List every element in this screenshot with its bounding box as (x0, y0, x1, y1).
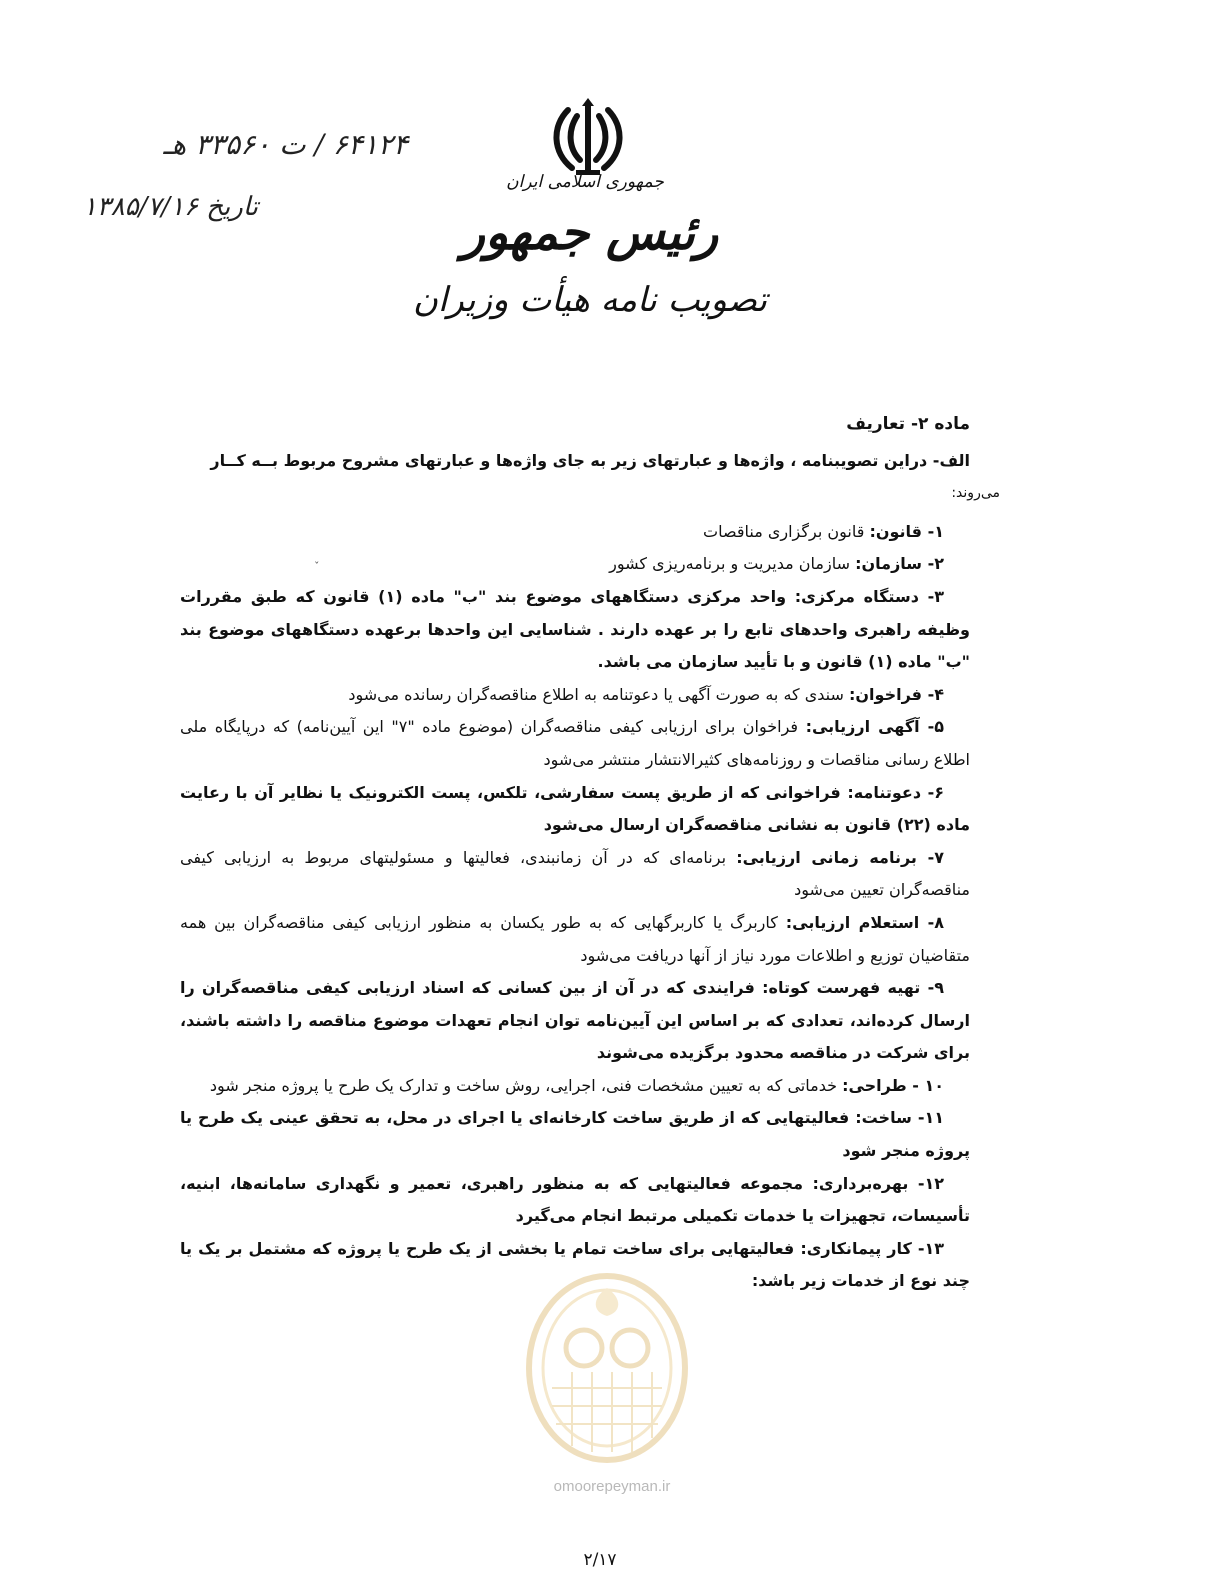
definition-text: سازمان مدیریت و برنامه‌ریزی کشور (609, 554, 856, 574)
scan-mark: ˇ (314, 560, 320, 573)
definition-term: ۶- دعوتنامه: (847, 782, 945, 802)
republic-title: جمهوری اسلامی ایران (506, 172, 664, 192)
article-intro-tail: می‌روند: (951, 485, 1000, 502)
omoorepeyman-logo-icon (512, 1268, 702, 1488)
definition-term: ۵- آگهی ارزیابی: (805, 717, 944, 737)
definition-text: مجموعه فعالیتهایی که به منظور راهبری، تعمیر و نگهداری سامانه‌ها، ابنیه، تأسیسات، تجهیزات یا خدمات تکمیلی مرتبط انجام می‌گیرد (180, 1173, 970, 1226)
definition-text: قانون برگزاری مناقصات (703, 521, 870, 541)
definition-text: سندی که به صورت آگهی یا دعوتنامه به اطلاع مناقصه‌گران رسانده می‌شود (348, 684, 849, 704)
definition-term: ۷- برنامه زمانی ارزیابی: (736, 847, 944, 867)
definition-term: ۱۲- بهره‌برداری: (812, 1173, 945, 1193)
definition-term: ۳- دستگاه مرکزی: (794, 586, 945, 606)
definition-item (180, 972, 970, 1070)
definition-text: کاربرگ یا کاربرگهایی که به طور یکسان به منظور ارزیابی کیفی مناقصه‌گران بین همه متقاضیان توزیع و اطلاعات مورد نیاز از آنها دریافت می‌شود (180, 912, 970, 965)
definition-item (180, 548, 970, 581)
iran-emblem-icon (546, 96, 630, 180)
definition-text: فرایندی که در آن از بین کسانی که اسناد ارزیابی کیفی مناقصه‌گران را ارسال کرده‌اند، تعدادی که بر اساس این آیین‌نامه توان انجام تعهدات موضوع مناقصه را داشته باشند، برای شرکت در مناقصه محدود برگزیده می‌شوند (180, 978, 970, 1063)
definition-item (180, 842, 970, 907)
definition-item (180, 1070, 970, 1103)
definition-item (180, 581, 970, 679)
definition-text: فراخوانی که از طریق پست سفارشی، تلکس، پست الکترونیک یا نظایر آن با رعایت ماده (۲۲) قانون به نشانی مناقصه‌گران ارسال می‌شود (180, 782, 970, 835)
definition-term: ۹- تهیه فهرست کوتاه: (762, 978, 944, 998)
reference-number: ۶۴۱۲۴ / ت ۳۳۵۶۰ هـ (163, 128, 408, 161)
reference-date: تاریخ ۱۳۸۵/۷/۱۶ (82, 192, 258, 222)
article-intro: الف- دراین تصویبنامه ، واژه‌ها و عبارتهای زیر به جای واژه‌ها و عبارتهای مشروح مربوط بــه کــار (210, 450, 970, 470)
cabinet-resolution-title: تصویب نامه هیأت وزیران (412, 280, 768, 320)
definition-item (180, 679, 970, 712)
definition-term: ۱۰ - طراحی: (842, 1075, 944, 1095)
article-body (180, 408, 1000, 1298)
definition-text: فعالیتهایی که از طریق ساخت کارخانه‌ای یا اجرای در محل، به تحقق عینی یک طرح یا پروژه منجر شود (180, 1108, 970, 1161)
definition-text: فراخوان برای ارزیابی کیفی مناقصه‌گران (موضوع ماده "۷" این آیین‌نامه) که درپایگاه ملی اطلاع رسانی مناقصات و روزنامه‌های کثیرالانتشار منتشر می‌شود (180, 717, 970, 769)
definition-item (180, 711, 970, 776)
definition-item (180, 907, 970, 972)
definition-term: ۱۳- کار پیمانکاری: (800, 1238, 945, 1258)
definition-text: برنامه‌ای که در آن زمانبندی، فعالیتها و مسئولیتهای مربوط به ارزیابی کیفی مناقصه‌گران تعیین می‌شود (180, 847, 970, 900)
watermark-caption: omoorepeyman.ir (553, 1478, 671, 1495)
definition-text: فعالیتهایی برای ساخت تمام یا بخشی از یک طرح یا پروژه که مشتمل بر یک یا چند نوع از خدمات زیر باشد: (180, 1238, 970, 1291)
page-number: ۲/۱۷ (583, 1550, 617, 1570)
definition-term: ۱- قانون: (869, 521, 944, 541)
definition-item (180, 1168, 970, 1233)
president-title: رئیس جمهور (461, 205, 719, 261)
definition-term: ۸- استعلام ارزیابی: (785, 912, 945, 932)
definition-item (180, 777, 970, 842)
definition-text: واحد مرکزی دستگاههای موضوع بند "ب" ماده (۱) قانون که طبق مقررات وظیفه راهبری واحدهای تابع را بر عهده دارند . شناسایی این واحدها برعهده دستگاههای موضوع بند "ب" ماده (۱) قانون و با تأیید سازمان می باشد. (180, 586, 970, 672)
definition-item (180, 1102, 970, 1167)
definition-term: ۴- فراخوان: (849, 684, 944, 704)
definition-item (180, 516, 970, 549)
definition-term: ۲- سازمان: (855, 554, 944, 574)
definition-text: خدماتی که به تعیین مشخصات فنی، اجرایی، روش ساخت و تدارک یک طرح یا پروژه منجر شود (209, 1075, 843, 1095)
definition-term: ۱۱- ساخت: (855, 1108, 944, 1128)
article-title: ماده ۲- تعاریف (846, 414, 970, 434)
